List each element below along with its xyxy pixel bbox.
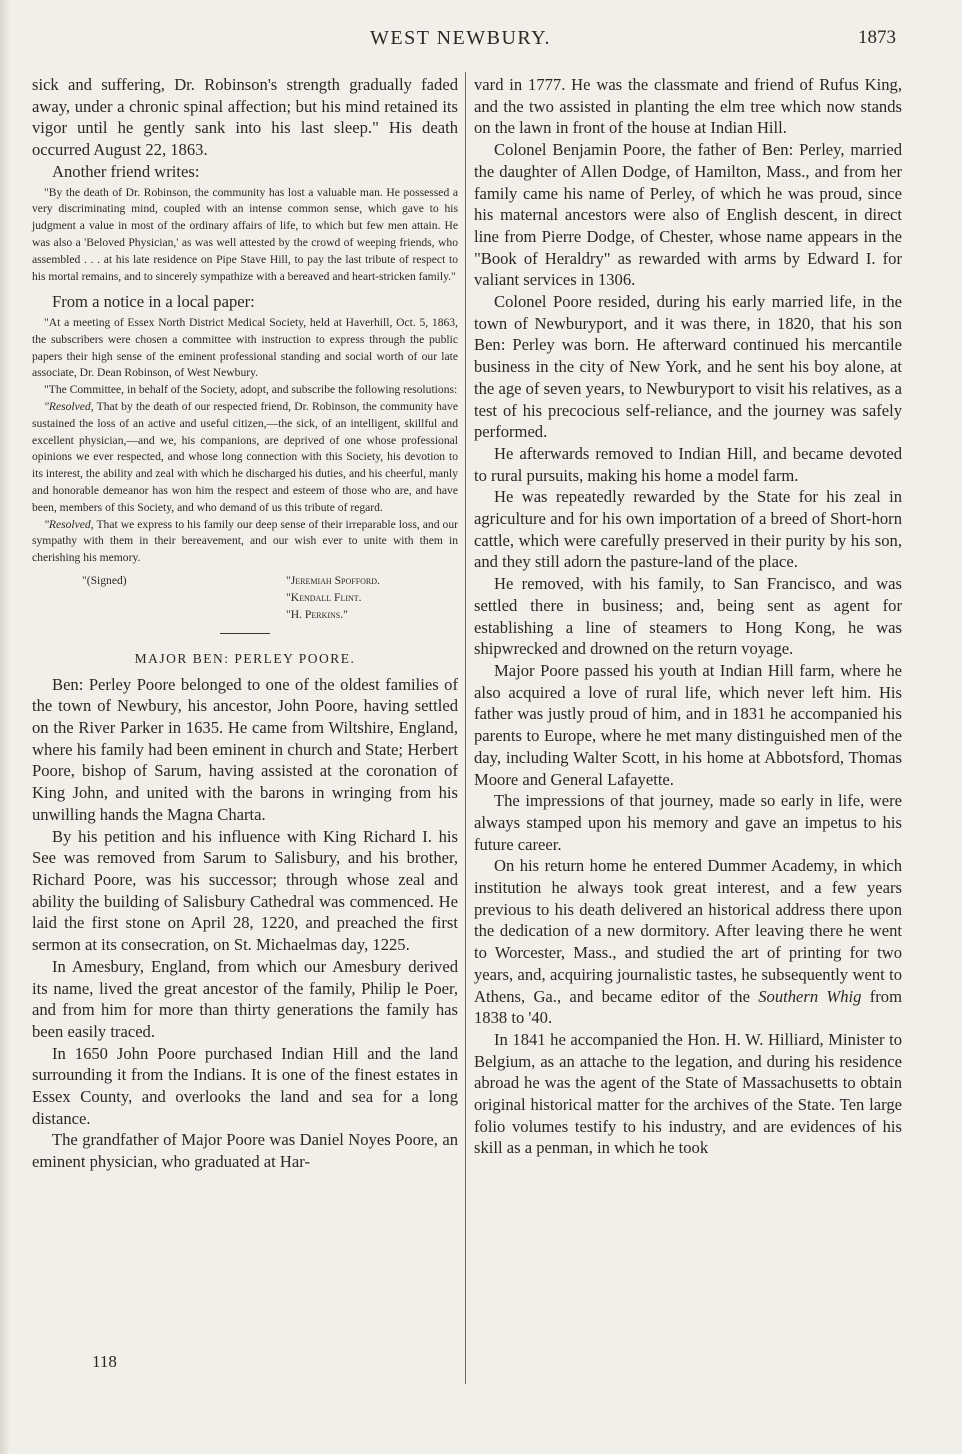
signer-list bbox=[286, 573, 380, 623]
paragraph: Colonel Benjamin Poore, the father of Ben: Perley, married the daughter of Allen Dodge, of Hamilton, Mass., and from her family came his name of Perley, of which he was proud, since his maternal ancestors were also of English descent, in direct line from Pierre Dodge, of Chester, whose name appears in the "Book of Heraldry" as rewarded with arms by Edward I. for valiant services in 1306. bbox=[474, 140, 902, 290]
resolution-text: That by the death of our respected friend, Dr. Robinson, the community have sustained the loss of an active and useful citizen,—the sick, of an intelligent, skillful and excellent physician,—and we, his companions, are deprived of one whose professional opinions we ever respected, and whose long connection with this Society, his devotion to its interest, the ability and zeal with which he discharged his duties, and his cheerful, manly and honorable demeanor has won him the respect and esteem of those who are, and have been, members of this Society, and who demand of us this tribute of regard. bbox=[32, 399, 458, 514]
paragraph: From a notice in a local paper: bbox=[52, 292, 255, 312]
paragraph: In 1650 John Poore purchased Indian Hill and the land surrounding it from the Indians. It is one of the finest estates in Essex County, and overlooks the land and sea for a long distance. bbox=[32, 1043, 458, 1128]
page-header bbox=[0, 27, 962, 53]
resolution bbox=[32, 517, 458, 567]
left-column bbox=[32, 74, 458, 1173]
section-heading: MAJOR BEN: PERLEY POORE. bbox=[134, 650, 356, 666]
header-year: 1873 bbox=[858, 27, 896, 48]
quote-text: "At a meeting of Essex North District Medical Society, held at Haverhill, Oct. 5, 1863, the subscribers were chosen a committee with instruction to express through the public papers their high sense of the eminent professional standing and social worth of our late associate, Dr. Dean Robinson, of West Newbury. bbox=[32, 316, 458, 380]
paragraph bbox=[474, 855, 902, 1029]
paragraph: He removed, with his family, to San Francisco, and was settled there in business; and, being sent as agent for establishing a line of steamers to Hong Kong, he was shipwrecked and drowned on the return voyage. bbox=[474, 574, 902, 659]
paragraph-text: On his return home he entered Dummer Academy, in which institution he always took great interest, and a few years previous to his death delivered an historical address there upon the dedication of a new dormitory. After leaving there he went to Worcester, Mass., and studied the art of printing for two years, and, acquiring journalistic tastes, he subsequently went to Athens, Ga., and became editor of the bbox=[474, 856, 902, 1006]
section-rule bbox=[220, 633, 270, 634]
paragraph: Major Poore passed his youth at Indian Hill farm, where he also acquired a love of rural life, which never left him. His father was justly proud of him, and in 1831 he accompanied his parents to Europe, where he met many distinguished men of the day, including Walter Scott, in his home at Abbotsford, Thomas Moore and General Lafayette. bbox=[474, 660, 902, 789]
page-number: 118 bbox=[92, 1352, 117, 1371]
paragraph: He was repeatedly rewarded by the State for his zeal in agriculture and for his own importation of a breed of Short-horn cattle, which were carefully preserved in their purity by his son, and they still adorn the pasture-land of the place. bbox=[474, 487, 902, 572]
paragraph: sick and suffering, Dr. Robinson's strength gradually faded away, under a chronic spinal affection; but his mind retained its vigor until he gently sank into his last sleep." His death occurred August 22, 1863. bbox=[32, 75, 458, 160]
right-column bbox=[474, 74, 902, 1159]
column-divider bbox=[465, 72, 466, 1384]
paragraph: He afterwards removed to Indian Hill, and became devoted to rural pursuits, making his home a model farm. bbox=[474, 443, 902, 485]
running-title: WEST NEWBURY. bbox=[370, 27, 551, 49]
paragraph: Ben: Perley Poore belonged to one of the oldest families of the town of Newbury, his ancestor, John Poore, having settled on the River Parker in 1635. He came from Wiltshire, England, where his family had been eminent in church and State; Herbert Poore, bishop of Sarum, having assisted at the coronation of King John, and united with the barons in wringing from his unwilling hands the Magna Charta. bbox=[32, 674, 458, 824]
paragraph: The grandfather of Major Poore was Daniel Noyes Poore, an eminent physician, who graduated at Har- bbox=[32, 1130, 458, 1172]
paragraph: vard in 1777. He was the classmate and friend of Rufus King, and the two assisted in planting the elm tree which now stands on the lawn in front of the house at Indian Hill. bbox=[474, 75, 902, 138]
resolved-label: "Resolved, bbox=[44, 517, 94, 531]
paragraph: By his petition and his influence with King Richard I. his See was removed from Sarum to Salisbury, and his brother, Richard Poore, was his successor; through whose zeal and ability the building of Salisbury Cathedral was commenced. He laid the first stone on April 28, 1220, and preached the first sermon at its consecration, on St. Michaelmas day, 1225. bbox=[32, 826, 458, 955]
newspaper-title: Southern Whig bbox=[758, 986, 862, 1006]
quoted-letter bbox=[32, 185, 458, 286]
page-edge-shadow bbox=[0, 0, 10, 1454]
paragraph: In Amesbury, England, from which our Amesbury derived its name, lived the great ancestor of the family, Philip le Poer, and from him for more than thirty generations the family has been easily traced. bbox=[32, 956, 458, 1041]
signer-name: "Kendall Flint. bbox=[286, 590, 362, 604]
quote-text: "By the death of Dr. Robinson, the community has lost a valuable man. He possessed a very discriminating mind, coupled with an intense common sense, which gave to his judgment a value in most of the ordinary affairs of life, to which but few men attain. He was also a 'Beloved Physician,' as was well attested by the crowd of weeping friends, who assembled . . . at his late residence on Pipe Stave Hill, to pay the last tribute of respect to his mortal remains, and to sincerely sympathize with a bereaved and heart-stricken family." bbox=[32, 185, 458, 283]
signed-label: "(Signed) bbox=[82, 573, 127, 587]
quote-text: "The Committee, in behalf of the Society, adopt, and subscribe the following resolutions: bbox=[44, 383, 458, 397]
resolution-text: That we express to his family our deep sense of their irreparable loss, and our sympathy with them in their bereavement, and our wish ever to unite with them in cherishing his memory. bbox=[32, 517, 458, 565]
resolved-label: "Resolved, bbox=[44, 399, 94, 413]
paragraph: In 1841 he accompanied the Hon. H. W. Hilliard, Minister to Belgium, as an attache to the legation, and during his residence abroad he was the agent of the State of Massachusetts to obtain original historical matter for the archives of the State. Ten large folio volumes testify to his industry, and are evidences of his skill as a penman, in which he took bbox=[474, 1029, 902, 1158]
signer-name: "Jeremiah Spofford. bbox=[286, 573, 380, 587]
signer-name: "H. Perkins." bbox=[286, 607, 348, 621]
paragraph: The impressions of that journey, made so early in life, were always stamped upon his memory and gave an impetus to his future career. bbox=[474, 791, 902, 854]
resolution bbox=[32, 399, 458, 517]
paragraph-text: from 1838 to '40. bbox=[474, 986, 903, 1028]
signatures bbox=[32, 573, 458, 625]
quoted-notice bbox=[32, 315, 458, 567]
paragraph: Another friend writes: bbox=[52, 161, 200, 181]
paragraph: Colonel Poore resided, during his early married life, in the town of Newburyport, and it was there, in 1820, that his son Ben: Perley was born. He afterward continued his mercantile business in the city of New York, and he sent his boy alone, at the age of seven years, to Newburyport to visit his relatives, as a test of his precocious self-reliance, and the journey was safely performed. bbox=[474, 292, 902, 442]
